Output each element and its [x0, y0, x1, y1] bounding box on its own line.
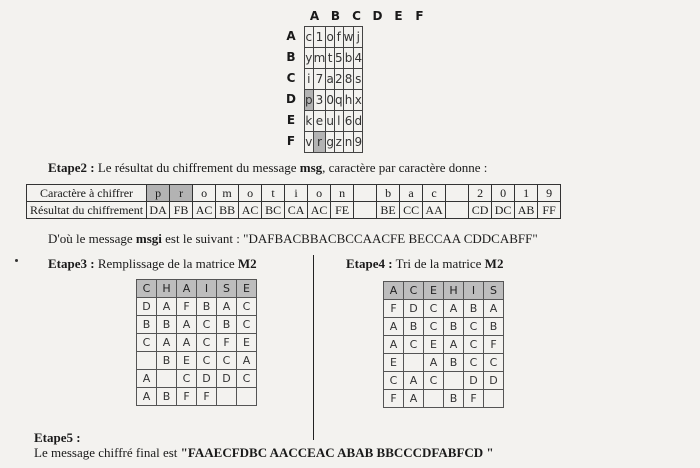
char-cell: 2 — [469, 185, 492, 202]
matrix-cell: A — [137, 388, 157, 406]
grid-cell: c — [305, 27, 314, 48]
char-cell: n — [331, 185, 354, 202]
grid-cell: v — [305, 132, 314, 153]
grid-cell: n — [343, 132, 354, 153]
matrix-cell: E — [237, 334, 257, 352]
msgi-after: est le suivant : "DAFBACBBACBCCAACFE BECCAA CDDCABFF" — [161, 231, 538, 246]
grid-row — [305, 111, 363, 132]
matrix-row — [384, 390, 504, 408]
row-label-results: Résultat du chiffrement — [27, 202, 147, 219]
matrix-header-cell: C — [404, 282, 424, 300]
grid-cell: o — [326, 27, 335, 48]
result-cell — [354, 202, 377, 219]
etape2-label: Etape2 : — [48, 160, 95, 175]
matrix-header-row — [137, 280, 257, 298]
matrix-cell: F — [384, 300, 404, 318]
matrix-cell — [424, 390, 444, 408]
result-cell: CA — [285, 202, 308, 219]
matrix-cell: E — [177, 352, 197, 370]
grid-cell: 5 — [334, 48, 343, 69]
matrix-cell: B — [444, 354, 464, 372]
matrix-cell: D — [217, 370, 237, 388]
matrix-cell: A — [484, 300, 504, 318]
matrix-cell: C — [197, 316, 217, 334]
grid-cell: q — [334, 90, 343, 111]
result-cell: BC — [262, 202, 285, 219]
char-cell: i — [285, 185, 308, 202]
matrix-cell: A — [444, 336, 464, 354]
matrix-cell: B — [197, 298, 217, 316]
grid-row — [305, 69, 363, 90]
matrix-header-cell: H — [444, 282, 464, 300]
char-cell: 9 — [538, 185, 561, 202]
grid-row-header: C — [286, 71, 296, 85]
msgi-name: msgi — [135, 231, 162, 246]
grid-cell: s — [354, 69, 363, 90]
grid-col-header: C — [352, 9, 361, 23]
grid-cell: d — [354, 111, 363, 132]
matrix-cell — [137, 352, 157, 370]
matrix-cell: C — [424, 372, 444, 390]
matrix-header-cell: S — [484, 282, 504, 300]
grid-col-header: A — [309, 9, 320, 23]
char-cell: a — [400, 185, 423, 202]
matrix-header-cell: A — [384, 282, 404, 300]
grid-row-header: D — [286, 92, 296, 106]
grid-cell: l — [334, 111, 343, 132]
matrix-cell: C — [384, 372, 404, 390]
grid-cell: y — [305, 48, 314, 69]
etape3-matrix: M2 — [237, 256, 257, 271]
matrix-m2-filled — [136, 279, 257, 406]
grid-row-header: E — [286, 113, 296, 127]
grid-row — [305, 27, 363, 48]
char-cell: t — [262, 185, 285, 202]
encryption-table — [26, 184, 561, 219]
grid-cell: e — [313, 111, 326, 132]
matrix-cell: C — [464, 336, 484, 354]
grid-cell: p — [305, 90, 314, 111]
matrix-row — [384, 300, 504, 318]
grid-cell: r — [313, 132, 326, 153]
matrix-cell: D — [464, 372, 484, 390]
vertical-divider — [313, 255, 314, 440]
matrix-header-cell: I — [464, 282, 484, 300]
matrix-cell: B — [484, 318, 504, 336]
matrix-cell: A — [384, 318, 404, 336]
matrix-cell: A — [157, 334, 177, 352]
matrix-cell: A — [384, 336, 404, 354]
etape2-line — [48, 160, 487, 176]
matrix-cell: C — [237, 370, 257, 388]
char-cell: r — [170, 185, 193, 202]
grid-cell: j — [354, 27, 363, 48]
etape3-label: Etape3 : — [48, 256, 95, 271]
etape5-line — [34, 445, 494, 461]
matrix-m2-sorted — [383, 281, 504, 408]
matrix-cell: C — [424, 318, 444, 336]
matrix-row — [384, 336, 504, 354]
etape3-title — [48, 256, 257, 272]
matrix-cell: C — [237, 316, 257, 334]
matrix-cell: E — [384, 354, 404, 372]
char-cell: o — [308, 185, 331, 202]
grid-cell: 2 — [334, 69, 343, 90]
result-cell: CD — [469, 202, 492, 219]
grid-cell: 7 — [313, 69, 326, 90]
matrix-cell: A — [137, 370, 157, 388]
grid-cell: a — [326, 69, 335, 90]
grid-col-header: E — [394, 9, 403, 23]
matrix-cell: C — [197, 334, 217, 352]
matrix-cell: D — [197, 370, 217, 388]
matrix-cell — [404, 354, 424, 372]
matrix-cell: C — [404, 336, 424, 354]
msgi-line — [48, 231, 538, 247]
etape3-text: Remplissage de la matrice — [94, 256, 238, 271]
grid-cell: 3 — [313, 90, 326, 111]
encryption-row-results — [27, 202, 561, 219]
matrix-cell: B — [137, 316, 157, 334]
matrix-cell: F — [217, 334, 237, 352]
grid-cell: 8 — [343, 69, 354, 90]
char-cell: p — [147, 185, 170, 202]
etape5-label: Etape5 : — [34, 430, 81, 445]
matrix-row — [384, 372, 504, 390]
matrix-cell: F — [384, 390, 404, 408]
matrix-header-cell: E — [424, 282, 444, 300]
matrix-cell: C — [137, 334, 157, 352]
grid-col-header: B — [330, 9, 341, 23]
bullet-dot — [15, 259, 18, 262]
result-cell: BB — [216, 202, 239, 219]
char-cell: c — [423, 185, 446, 202]
matrix-cell: F — [464, 390, 484, 408]
matrix-cell: B — [157, 388, 177, 406]
matrix-cell: B — [217, 316, 237, 334]
result-cell: DC — [492, 202, 515, 219]
result-cell: FF — [538, 202, 561, 219]
grid-row-headers — [284, 26, 298, 152]
grid-cell: m — [313, 48, 326, 69]
matrix-cell: A — [157, 298, 177, 316]
matrix-row — [137, 334, 257, 352]
char-cell: o — [193, 185, 216, 202]
matrix-cell: B — [157, 352, 177, 370]
matrix-row — [137, 316, 257, 334]
matrix-row — [137, 388, 257, 406]
matrix-cell: C — [424, 300, 444, 318]
matrix-cell: B — [404, 318, 424, 336]
matrix-cell: A — [177, 316, 197, 334]
matrix-cell — [217, 388, 237, 406]
etape5-text: Le message chiffré final est — [34, 445, 181, 460]
grid-column-headers — [304, 9, 430, 23]
matrix-cell: D — [137, 298, 157, 316]
result-cell: CC — [400, 202, 423, 219]
row-label-chars: Caractère à chiffrer — [27, 185, 147, 202]
result-cell: AC — [193, 202, 216, 219]
matrix-cell: A — [404, 390, 424, 408]
matrix-cell: C — [217, 352, 237, 370]
result-cell: AC — [308, 202, 331, 219]
result-cell: FB — [170, 202, 193, 219]
grid-cell: h — [343, 90, 354, 111]
matrix-cell: A — [237, 352, 257, 370]
grid-cell: u — [326, 111, 335, 132]
matrix-cell: D — [404, 300, 424, 318]
grid-cell: f — [334, 27, 343, 48]
char-cell: 1 — [515, 185, 538, 202]
etape5-label-line — [34, 430, 81, 446]
matrix-cell: F — [177, 298, 197, 316]
char-cell — [354, 185, 377, 202]
result-cell — [446, 202, 469, 219]
grid-col-header: D — [372, 9, 383, 23]
result-cell: AC — [239, 202, 262, 219]
grid-cell: g — [326, 132, 335, 153]
grid-cell: k — [305, 111, 314, 132]
matrix-cell: A — [424, 354, 444, 372]
result-cell: AB — [515, 202, 538, 219]
grid-cell: 9 — [354, 132, 363, 153]
matrix-cell: D — [484, 372, 504, 390]
matrix-row — [137, 370, 257, 388]
matrix-cell: A — [217, 298, 237, 316]
etape2-text-after: , caractère par caractère donne : — [322, 160, 488, 175]
matrix-cell: E — [424, 336, 444, 354]
matrix-header-row — [384, 282, 504, 300]
result-cell: DA — [147, 202, 170, 219]
etape4-label: Etape4 : — [346, 256, 393, 271]
matrix-cell: A — [404, 372, 424, 390]
msgi-before: D'où le message — [48, 231, 136, 246]
matrix-header-cell: H — [157, 280, 177, 298]
matrix-header-cell: I — [197, 280, 217, 298]
matrix-header-cell: C — [137, 280, 157, 298]
matrix-cell: C — [237, 298, 257, 316]
etape2-text-before: Le résultat du chiffrement du message — [94, 160, 300, 175]
grid-cell: b — [343, 48, 354, 69]
matrix-cell: B — [444, 318, 464, 336]
grid-row — [305, 132, 363, 153]
grid-col-header: F — [415, 9, 424, 23]
grid-row-header: A — [286, 29, 296, 43]
result-cell: FE — [331, 202, 354, 219]
char-cell — [446, 185, 469, 202]
matrix-cell: F — [484, 336, 504, 354]
grid-table — [304, 26, 363, 153]
grid-row — [305, 90, 363, 111]
matrix-cell: F — [197, 388, 217, 406]
matrix-cell: C — [464, 354, 484, 372]
matrix-cell: B — [464, 300, 484, 318]
matrix-cell: B — [444, 390, 464, 408]
grid-cell: x — [354, 90, 363, 111]
etape4-title — [346, 256, 503, 272]
etape5-final-message: "FAAECFDBC AACCEAC ABAB BBCCCDFABFCD " — [180, 445, 494, 460]
matrix-cell — [444, 372, 464, 390]
grid-row-header: F — [286, 134, 296, 148]
matrix-cell: A — [444, 300, 464, 318]
matrix-cell: C — [177, 370, 197, 388]
char-cell: o — [239, 185, 262, 202]
encryption-row-chars — [27, 185, 561, 202]
matrix-cell: F — [177, 388, 197, 406]
matrix-row — [384, 354, 504, 372]
grid-cell: w — [343, 27, 354, 48]
grid-cell: 4 — [354, 48, 363, 69]
matrix-header-cell: E — [237, 280, 257, 298]
matrix-cell: C — [484, 354, 504, 372]
result-cell: AA — [423, 202, 446, 219]
matrix-header-cell: S — [217, 280, 237, 298]
char-cell: m — [216, 185, 239, 202]
grid-row-header: B — [286, 50, 296, 64]
grid-cell: 0 — [326, 90, 335, 111]
matrix-cell: C — [197, 352, 217, 370]
grid-cell: 1 — [313, 27, 326, 48]
matrix-cell: C — [464, 318, 484, 336]
grid-cell: i — [305, 69, 314, 90]
matrix-cell: A — [177, 334, 197, 352]
matrix-row — [137, 298, 257, 316]
char-cell: 0 — [492, 185, 515, 202]
grid-cell: 6 — [343, 111, 354, 132]
grid-cell: z — [334, 132, 343, 153]
matrix-row — [137, 352, 257, 370]
etape4-text: Tri de la matrice — [392, 256, 485, 271]
etape4-matrix: M2 — [484, 256, 504, 271]
grid-row — [305, 48, 363, 69]
matrix-cell — [237, 388, 257, 406]
matrix-row — [384, 318, 504, 336]
matrix-header-cell: A — [177, 280, 197, 298]
etape2-msg: msg — [299, 160, 323, 175]
result-cell: BE — [377, 202, 400, 219]
matrix-cell — [157, 370, 177, 388]
matrix-cell: B — [157, 316, 177, 334]
grid-cell: t — [326, 48, 335, 69]
char-cell: b — [377, 185, 400, 202]
matrix-cell — [484, 390, 504, 408]
